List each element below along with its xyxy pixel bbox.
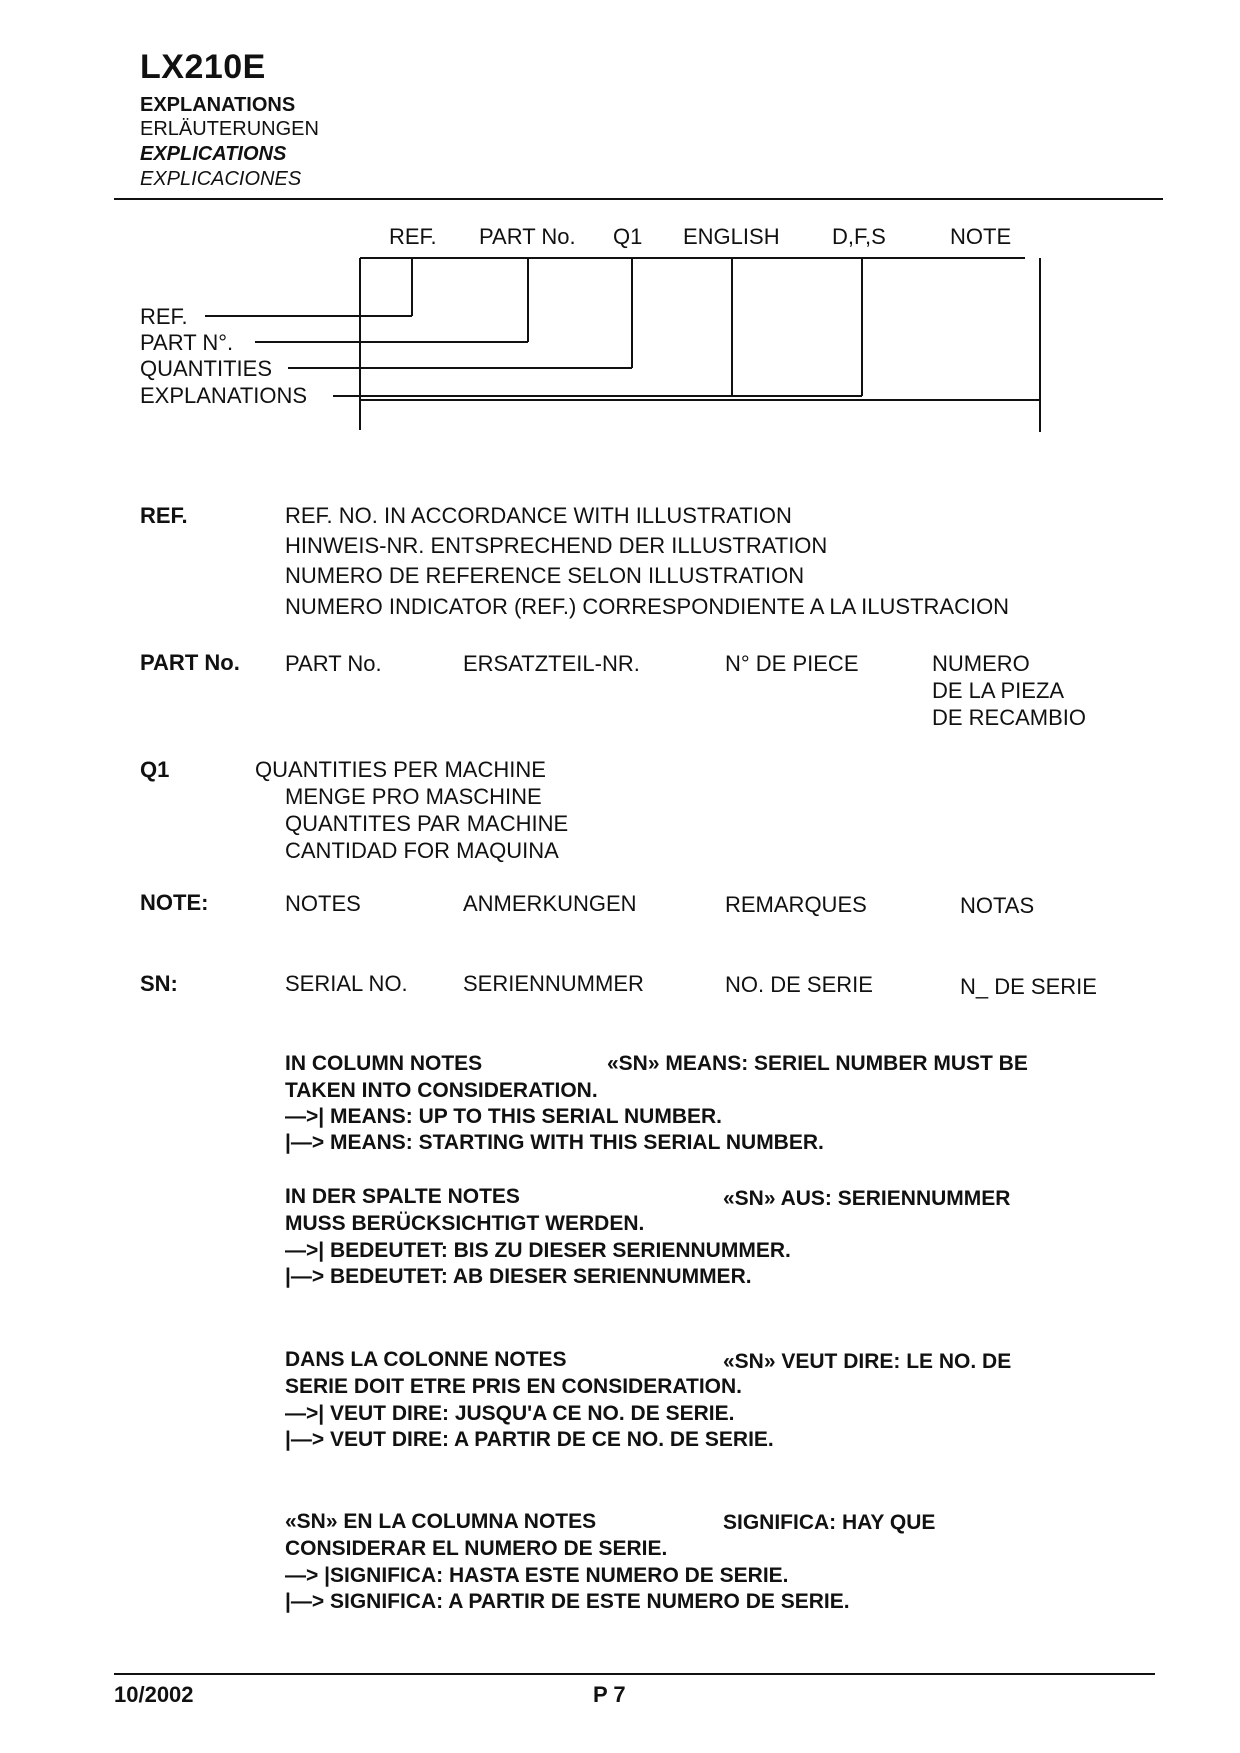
part-de: ERSATZTEIL-NR. [463,651,640,676]
title-french: EXPLICATIONS [140,143,287,165]
part-en: PART No. [285,651,382,676]
label-ref: REF. [140,304,188,329]
col-dfs: D,F,S [832,224,886,249]
ref-line-fr: NUMERO DE REFERENCE SELON ILLUSTRATION [285,563,805,588]
sn-en: SERIAL NO. [285,971,408,996]
note-fr-line4: |—> VEUT DIRE: A PARTIR DE CE NO. DE SERIE. [285,1428,774,1451]
col-ref: REF. [389,224,437,249]
note-es-head-right: SIGNIFICA: HAY QUE [723,1511,936,1534]
q1-label: Q1 [140,757,170,782]
column-diagram [0,0,1240,450]
note-de: ANMERKUNGEN [463,891,637,916]
note-es-line3: —> |SIGNIFICA: HASTA ESTE NUMERO DE SERIE. [285,1564,789,1587]
note-de-line2: MUSS BERÜCKSICHTIGT WERDEN. [285,1212,645,1235]
note-fr-line3: —>| VEUT DIRE: JUSQU'A CE NO. DE SERIE. [285,1402,735,1425]
col-english: ENGLISH [683,224,780,249]
note-de-head-left: IN DER SPALTE NOTES [285,1185,520,1208]
title-spanish: EXPLICACIONES [140,168,302,190]
part-label: PART No. [140,650,240,675]
title-german: ERLÄUTERUNGEN [140,118,319,140]
note-fr-line2: SERIE DOIT ETRE PRIS EN CONSIDERATION. [285,1375,742,1398]
title-english: EXPLANATIONS [140,94,296,116]
q1-es: CANTIDAD FOR MAQUINA [285,838,559,863]
note-es: NOTAS [960,893,1035,918]
note-en-head-left: IN COLUMN NOTES [285,1052,483,1075]
note-en-line3: —>| MEANS: UP TO THIS SERIAL NUMBER. [285,1105,723,1128]
ref-line-en: REF. NO. IN ACCORDANCE WITH ILLUSTRATION [285,503,792,528]
sn-de: SERIENNUMMER [463,971,644,996]
col-q1: Q1 [613,224,643,249]
note-label: NOTE: [140,890,209,915]
note-de-head-right: «SN» AUS: SERIENNUMMER [723,1187,1011,1210]
label-explanations: EXPLANATIONS [140,383,308,408]
diagram-lines [205,258,1040,432]
note-fr-head-left: DANS LA COLONNE NOTES [285,1348,567,1371]
col-note: NOTE [950,224,1012,249]
ref-line-es: NUMERO INDICATOR (REF.) CORRESPONDIENTE A LA ILUSTRACION [285,594,1010,619]
col-part: PART No. [479,224,576,249]
label-part: PART N°. [140,330,234,355]
footer-page: P 7 [593,1682,626,1707]
footer-rule [114,1673,1155,1675]
q1-en: QUANTITIES PER MACHINE [255,757,546,782]
note-en-line4: |—> MEANS: STARTING WITH THIS SERIAL NUMBER. [285,1131,824,1154]
ref-label: REF. [140,503,188,528]
note-en-line2: TAKEN INTO CONSIDERATION. [285,1079,598,1102]
note-fr: REMARQUES [725,892,867,917]
part-es-2: DE LA PIEZA [932,678,1065,703]
note-en-head-right: «SN» MEANS: SERIEL NUMBER MUST BE [607,1052,1028,1075]
note-es-line4: |—> SIGNIFICA: A PARTIR DE ESTE NUMERO DE SERIE. [285,1590,850,1613]
note-de-line4: |—> BEDEUTET: AB DIESER SERIENNUMMER. [285,1265,752,1288]
note-es-line2: CONSIDERAR EL NUMERO DE SERIE. [285,1537,668,1560]
note-en: NOTES [285,891,361,916]
q1-fr: QUANTITES PAR MACHINE [285,811,569,836]
footer-date: 10/2002 [114,1682,194,1707]
note-es-head-left: «SN» EN LA COLUMNA NOTES [285,1510,597,1533]
label-quantities: QUANTITIES [140,356,273,381]
part-es-3: DE RECAMBIO [932,705,1087,730]
note-fr-head-right: «SN» VEUT DIRE: LE NO. DE [723,1350,1012,1373]
model-title: LX210E [140,48,266,86]
note-de-line3: —>| BEDEUTET: BIS ZU DIESER SERIENNUMMER. [285,1239,791,1262]
sn-es: N_ DE SERIE [960,974,1097,999]
part-es-1: NUMERO [932,651,1030,676]
sn-label: SN: [140,971,178,996]
q1-de: MENGE PRO MASCHINE [285,784,542,809]
sn-fr: NO. DE SERIE [725,972,873,997]
part-fr: N° DE PIECE [725,651,859,676]
ref-line-de: HINWEIS-NR. ENTSPRECHEND DER ILLUSTRATION [285,533,828,558]
